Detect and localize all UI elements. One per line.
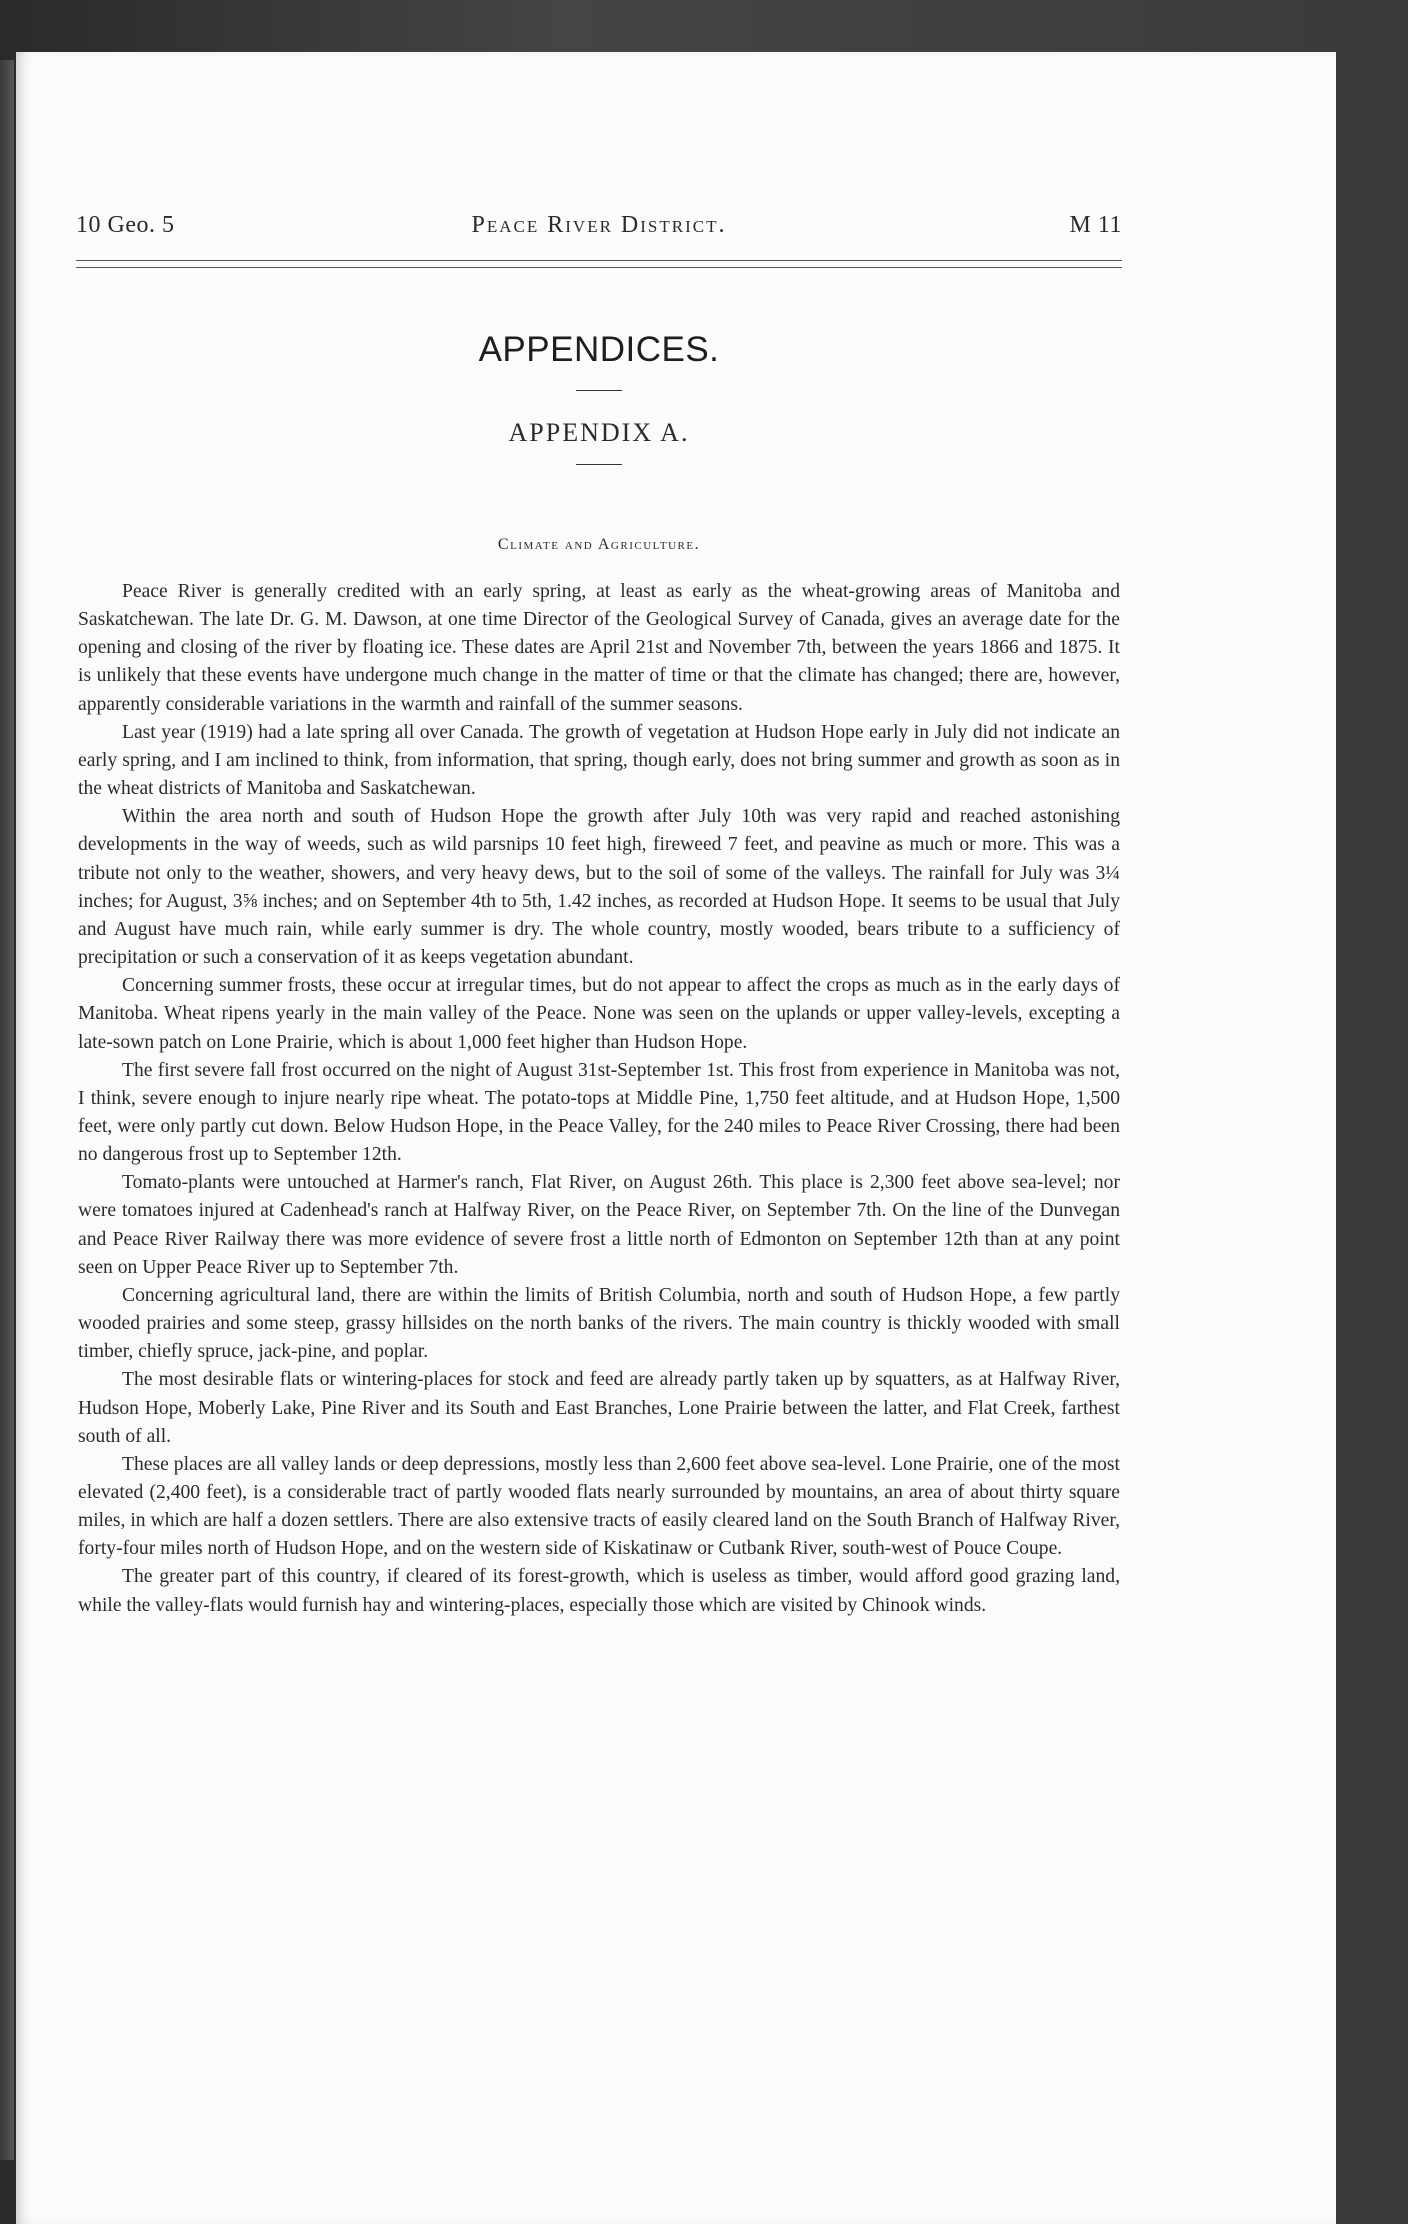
header-page-number: M 11 — [1069, 212, 1122, 238]
paragraph: The most desirable flats or wintering-places for stock and feed are already partly taken up by squatters, as at Halfway River, Hudson Hope, Moberly Lake, Pine River and its South and East Branches, Lone Prairie between the latter, and Flat Creek, farthest south of all. — [78, 1369, 1120, 1447]
paragraph: Peace River is generally credited with an early spring, at least as early as the wheat-growing areas of Manitoba and Saskatchewan. The late Dr. G. M. Dawson, at one time Director of the Geological Survey of Canada, gives an average date for the opening and closing of the river by floating ice. These dates are April 21st and November 7th, between the years 1866 and 1875. It is unlikely that these events have undergone much change in the matter of time or that the climate has changed; there are, however, apparently considerable variations in the warmth and rainfall of the summer seasons. — [78, 581, 1120, 715]
paragraph: Within the area north and south of Hudson Hope the growth after July 10th was very rapid and reached astonishing developments in the way of weeds, such as wild parsnips 10 feet high, fireweed 7 feet, and peavine as much or more. This was a tribute not only to the weather, showers, and very heavy dews, but to the soil of some of the valleys. The rainfall for July was 3¼ inches; for August, 3⅝ inches; and on September 4th to 5th, 1.42 inches, as recorded at Hudson Hope. It seems to be usual that July and August have much rain, while early summer is dry. The whole country, mostly wooded, bears tribute to a sufficiency of precipitation or such a conservation of it as keeps vegetation abundant. — [78, 806, 1120, 969]
appendix-divider — [576, 464, 622, 465]
title-divider — [576, 390, 622, 391]
header-rule-bottom — [76, 267, 1122, 268]
paragraph: Tomato-plants were untouched at Harmer's ranch, Flat River, on August 26th. This place is 2,300 feet above sea-level; nor were tomatoes injured at Cadenhead's ranch at Halfway River, on the Peace River, on September 7th. On the line of the Dunvegan and Peace River Railway there was more evidence of severe frost a little north of Edmonton on September 12th than at any point seen on Upper Peace River up to September 7th. — [78, 1172, 1120, 1278]
page-edge-shadow — [0, 60, 14, 2160]
document-page — [16, 52, 1336, 2224]
paragraph: Concerning agricultural land, there are within the limits of British Columbia, north and south of Hudson Hope, a few partly wooded prairies and some steep, grassy hillsides on the north banks of the rivers. The main country is thickly wooded with small timber, chiefly spruce, jack-pine, and poplar. — [78, 1284, 1120, 1363]
body-text — [78, 578, 1120, 1620]
section-heading: Climate and Agriculture. — [497, 536, 701, 553]
page-title: APPENDICES. — [478, 330, 720, 369]
header-title: Peace River District. — [471, 212, 727, 238]
running-header — [76, 212, 1122, 252]
appendix-title: APPENDIX A. — [508, 418, 690, 447]
paragraph: The greater part of this country, if cleared of its forest-growth, which is useless as timber, would afford good grazing land, while the valley-flats would furnish hay and wintering-places, especially those which are visited by Chinook winds. — [78, 1566, 1120, 1616]
header-rule-top — [76, 260, 1122, 261]
paragraph: Last year (1919) had a late spring all over Canada. The growth of vegetation at Hudson Hope early in July did not indicate an early spring, and I am inclined to think, from information, that spring, though early, does not bring summer and growth as soon as in the wheat districts of Manitoba and Saskatchewan. — [78, 721, 1120, 800]
paragraph: The first severe fall frost occurred on the night of August 31st-September 1st. This frost from experience in Manitoba was not, I think, severe enough to injure nearly ripe wheat. The potato-tops at Middle Pine, 1,750 feet altitude, and at Hudson Hope, 1,500 feet, were only partly cut down. Below Hudson Hope, in the Peace Valley, for the 240 miles to Peace River Crossing, there had been no dangerous frost up to September 12th. — [78, 1059, 1120, 1166]
paragraph: Concerning summer frosts, these occur at irregular times, but do not appear to affect the crops as much as in the early days of Manitoba. Wheat ripens yearly in the main valley of the Peace. None was seen on the uplands or upper valley-levels, excepting a late-sown patch on Lone Prairie, which is about 1,000 feet higher than Hudson Hope. — [78, 975, 1120, 1053]
paragraph: These places are all valley lands or deep depressions, mostly less than 2,600 feet above sea-level. Lone Prairie, one of the most elevated (2,400 feet), is a considerable tract of partly wooded flats nearly surrounded by mountains, an area of about thirty square miles, in which are half a dozen settlers. There are also extensive tracts of easily cleared land on the South Branch of Halfway River, forty-four miles north of Hudson Hope, and on the western side of Kiskatinaw or Cutbank River, south-west of Pouce Coupe. — [78, 1453, 1120, 1560]
header-session: 10 Geo. 5 — [76, 212, 175, 238]
